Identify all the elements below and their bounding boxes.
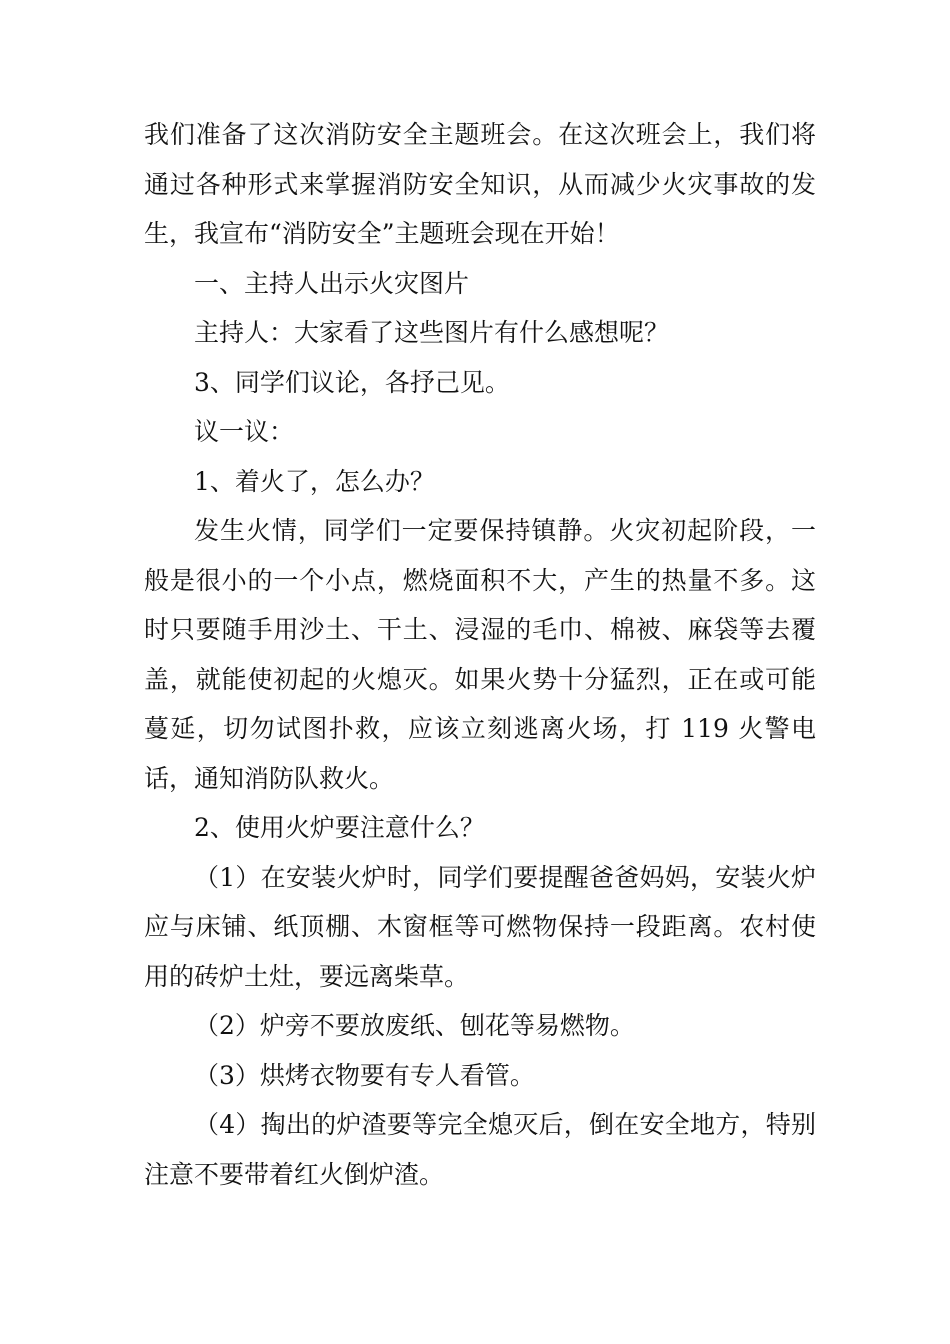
document-body (144, 110, 816, 1199)
paragraph-stove-point-1: （1）在安装火炉时，同学们要提醒爸爸妈妈，安装火炉应与床铺、纸顶棚、木窗框等可燃物保持一段距离。农村使用的砖炉土灶，要远离柴草。 (144, 862, 816, 991)
paragraph-stove-point-3: （3）烘烤衣物要有专人看管。 (194, 1060, 535, 1090)
paragraph-intro: 我们准备了这次消防安全主题班会。在这次班会上，我们将通过各种形式来掌握消防安全知识，从而减少火灾事故的发生，我宣布“消防安全”主题班会现在开始！ (144, 120, 816, 248)
paragraph-discuss-heading: 议一议： (194, 417, 295, 446)
paragraph-discussion: 3、同学们议论，各抒己见。 (194, 367, 510, 397)
paragraph-question-stove: 2、使用火炉要注意什么？ (194, 813, 485, 842)
paragraph-stove-point-2: （2）炉旁不要放废纸、刨花等易燃物。 (194, 1011, 635, 1040)
paragraph-question-fire: 1、着火了，怎么办？ (194, 466, 435, 496)
paragraph-stove-point-4: （4）掏出的炉渣要等完全熄灭后，倒在安全地方，特别注意不要带着红火倒炉渣。 (144, 1110, 816, 1189)
paragraph-section-one: 一、主持人出示火灾图片 (194, 268, 470, 298)
paragraph-fire-answer: 发生火情，同学们一定要保持镇静。火灾初起阶段，一般是很小的一个小点，燃烧面积不大，产生的热量不多。这时只要随手用沙土、干土、浸湿的毛巾、棉被、麻袋等去覆盖，就能使初起的火熄灭。如果火势十分猛烈，正在或可能蔓延，切勿试图扑救，应该立刻逃离火场，打 119 火警电话，通知消防队救火。 (144, 516, 816, 793)
paragraph-host-question: 主持人：大家看了这些图片有什么感想呢？ (194, 318, 670, 347)
